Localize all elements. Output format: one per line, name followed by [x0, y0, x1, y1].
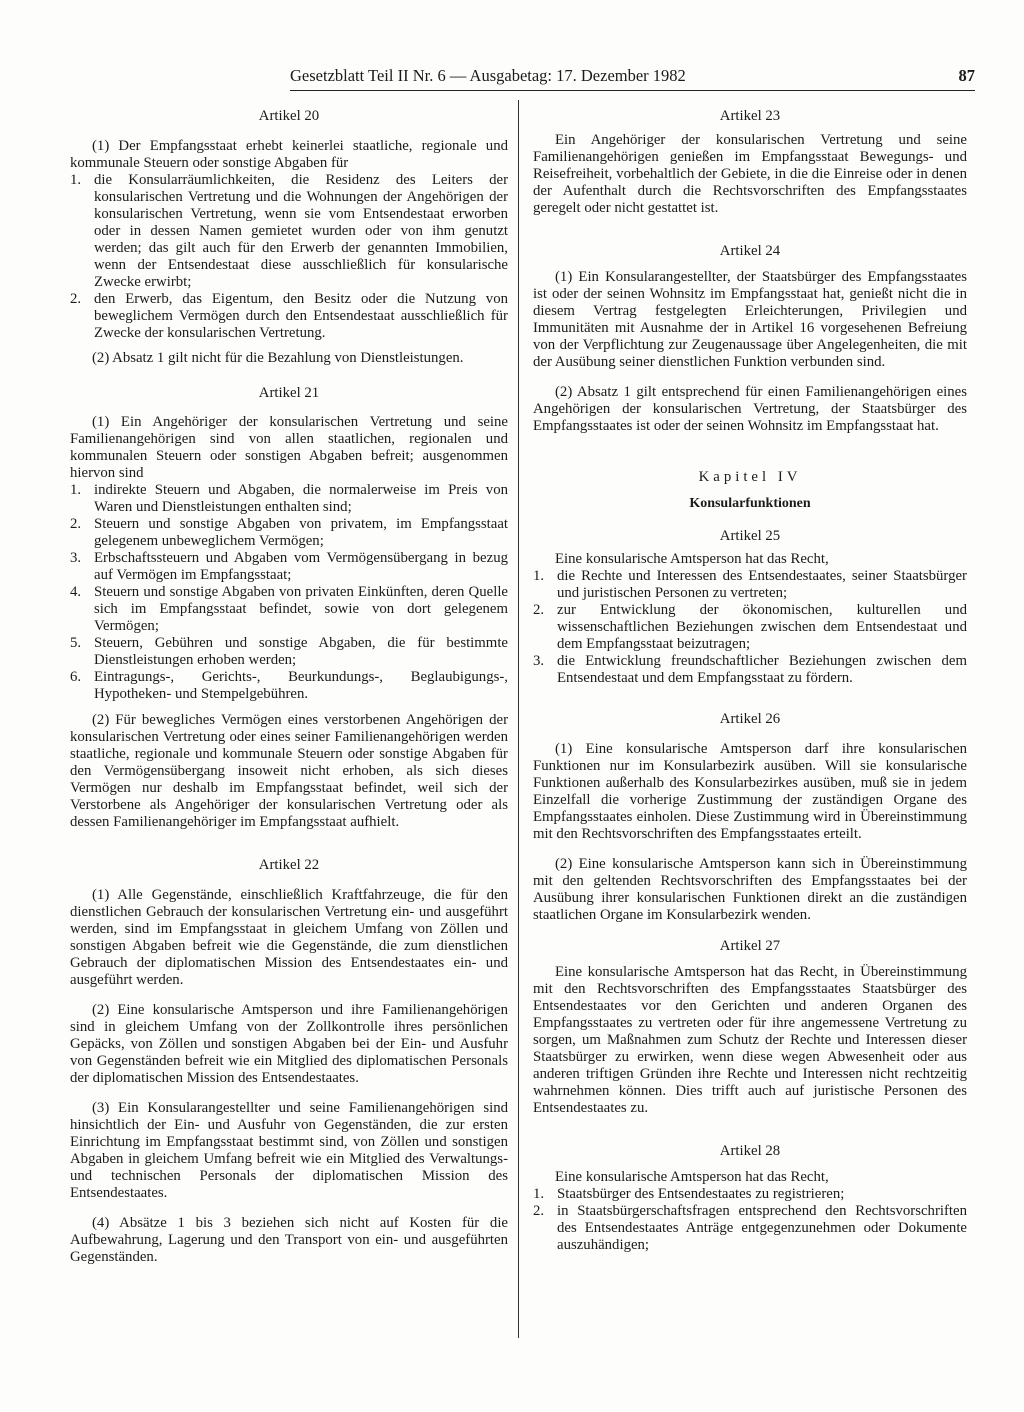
list-item	[70, 635, 508, 669]
list-number: 1.	[70, 172, 82, 188]
list-item	[70, 482, 508, 516]
list-text: die Entwicklung freundschaftlicher Beziehungen zwischen dem Entsendestaat und dem Empfangsstaat zu fördern.	[557, 653, 967, 686]
article-21-para-1: (1) Ein Angehöriger der konsularischen Vertretung und seine Familienangehörigen sind von allen staatlichen, regionalen und kommunalen Steuern oder sonstigen Abgaben befreit; ausgenommen hiervon sind	[70, 414, 508, 481]
list-number: 5.	[70, 635, 82, 651]
article-28-intro: Eine konsularische Amtsperson hat das Recht,	[555, 1169, 829, 1185]
list-text: indirekte Steuern und Abgaben, die normalerweise im Preis von Waren und Dienstleistungen enthalten sind;	[94, 482, 508, 515]
list-item	[70, 172, 508, 291]
article-24-para-1: (1) Ein Konsularangestellter, der Staatsbürger des Empfangsstaates ist oder der seinen Wohnsitz im Empfangsstaat hat, genießt nicht die in diesem Vertrag festgelegten Erleichterungen, Privilegien und Immunitäten mit Ausnahme der in Artikel 16 vorgesehenen Befreiung von der Verpflichtung zur Zeugenaussage über Angelegenheiten, die mit der Ausübung seiner dienstlichen Funktion verbunden sind.	[533, 269, 967, 370]
list-number: 2.	[533, 1203, 545, 1219]
list-text: Steuern und sonstige Abgaben von privatem, im Empfangsstaat gelegenem unbeweglichem Vermögen;	[94, 516, 508, 549]
list-text: Staatsbürger des Entsendestaates zu registrieren;	[557, 1186, 845, 1202]
article-22-para-2: (2) Eine konsularische Amtsperson und ihre Familienangehörigen sind in gleichem Umfang von der Zollkontrolle ihres persönlichen Gepäcks, von Zöllen und sonstigen Abgaben bei der Ein- und Ausfuhr von Gegenständen befreit wie ein Mitglied des diplomatischen Personals der diplomatischen Mission des Entsendestaates.	[70, 1002, 508, 1086]
article-28-title: Artikel 28	[719, 1143, 781, 1159]
list-text: in Staatsbürgerschaftsfragen entsprechend den Rechtsvorschriften des Entsendestaates Anträge entgegenzunehmen oder Dokumente auszuhändigen;	[557, 1203, 967, 1253]
header-title: Gesetzblatt Teil II Nr. 6 — Ausgabetag: 17. Dezember 1982	[290, 66, 686, 85]
article-20-list	[70, 172, 508, 342]
page-header	[290, 62, 975, 91]
list-number: 1.	[533, 1186, 545, 1202]
list-number: 2.	[533, 602, 545, 618]
chapter-label: Kapitel IV	[698, 469, 802, 485]
list-item	[533, 1203, 967, 1254]
list-item	[70, 516, 508, 550]
article-26-para-2: (2) Eine konsularische Amtsperson kann sich in Übereinstimmung mit den geltenden Rechtsvorschriften des Empfangsstaates bei der Ausübung ihrer konsularischen Funktionen direkt an die zuständigen staatlichen Organe im Konsularbezirk wenden.	[533, 856, 967, 923]
right-column	[533, 100, 967, 1254]
list-item	[533, 653, 967, 687]
list-text: die Konsularräumlichkeiten, die Residenz des Leiters der konsularischen Vertretung und die Wohnungen der Angehörigen der konsularischen Vertretung, wenn sie vom Entsendestaat erworben oder in dessen Namen gemietet wurden oder von ihm genutzt werden; das gilt auch für den Erwerb der genannten Immobilien, wenn der Entsendestaat diese ausschließlich für konsularische Zwecke erwirbt;	[94, 172, 508, 290]
article-22-para-4: (4) Absätze 1 bis 3 beziehen sich nicht auf Kosten für die Aufbewahrung, Lagerung und den Transport von ein- und ausgeführten Gegenständen.	[70, 1215, 508, 1265]
list-text: Erbschaftssteuern und Abgaben vom Vermögensübergang in bezug auf Vermögen im Empfangsstaat;	[94, 550, 508, 583]
article-20-para-1: (1) Der Empfangsstaat erhebt keinerlei staatliche, regionale und kommunale Steuern oder sonstige Abgaben für	[70, 138, 508, 171]
article-22-para-1: (1) Alle Gegenstände, einschließlich Kraftfahrzeuge, die für den dienstlichen Gebrauch der konsularischen Vertretung ein- und ausgeführt werden, sind im Empfangsstaat in gleichem Umfang von Zöllen und sonstigen Abgaben befreit wie die Gegenstände, die zum dienstlichen Gebrauch der diplomatischen Mission des Entsendestaates ein- und ausgeführt werden.	[70, 887, 508, 988]
article-24-para-2: (2) Absatz 1 gilt entsprechend für einen Familienangehörigen eines Angehörigen der konsularischen Vertretung, der Staatsbürger des Empfangsstaates ist oder der seinen Wohnsitz im Empfangsstaat hat.	[533, 384, 967, 434]
article-20-para-2: (2) Absatz 1 gilt nicht für die Bezahlung von Dienstleistungen.	[92, 350, 464, 366]
list-number: 3.	[70, 550, 82, 566]
list-item	[70, 669, 508, 703]
list-text: die Rechte und Interessen des Entsendestaates, seiner Staatsbürger und juristischen Personen zu vertreten;	[557, 568, 967, 601]
list-item	[533, 602, 967, 653]
list-item	[533, 568, 967, 602]
article-27-title: Artikel 27	[719, 938, 781, 954]
article-21-para-2: (2) Für bewegliches Vermögen eines verstorbenen Angehörigen der konsularischen Vertretung oder eines seiner Familienangehörigen werden staatliche, regionale und kommunale Steuern oder sonstige Abgaben für den Vermögensübergang insoweit nicht erhoben, als sich dieses Vermögen nur deshalb im Empfangsstaat befindet, weil sich der Verstorbene als Angehöriger der konsularischen Vertretung oder als dessen Familienangehöriger im Empfangsstaat aufhielt.	[70, 712, 508, 830]
list-number: 3.	[533, 653, 545, 669]
list-item	[70, 550, 508, 584]
list-item	[533, 1186, 967, 1203]
list-item	[70, 291, 508, 342]
list-text: Steuern und sonstige Abgaben von privaten Einkünften, deren Quelle sich im Empfangsstaat befindet, sowie von dort gelegenem Vermögen;	[94, 584, 508, 634]
list-number: 1.	[70, 482, 82, 498]
list-item	[70, 584, 508, 635]
list-text: Steuern, Gebühren und sonstige Abgaben, die für bestimmte Dienstleistungen erhoben werden;	[94, 635, 508, 668]
article-20-title: Artikel 20	[258, 108, 320, 124]
column-divider	[518, 100, 519, 1338]
article-27-para-1: Eine konsularische Amtsperson hat das Recht, in Übereinstimmung mit den Rechtsvorschriften des Empfangsstaates Staatsbürger des Entsendestaates vor den Gerichten und anderen Organen des Empfangsstaates zu vertreten oder für ihre angemessene Vertretung zu sorgen, um Maßnahmen zum Schutz der Rechte und Interessen dieser Staatsbürger zu erwirken, wenn diese wegen Abwesenheit oder aus anderen triftigen Gründen ihre Rechte und Interessen nicht rechtzeitig wahrnehmen können. Dies trifft auch auf juristische Personen des Entsendestaates zu.	[533, 964, 967, 1116]
list-text: zur Entwicklung der ökonomischen, kulturellen und wissenschaftlichen Beziehungen zwischen dem Entsendestaat und dem Empfangsstaat beizutragen;	[557, 602, 967, 652]
article-25-list	[533, 568, 967, 687]
article-21-title: Artikel 21	[258, 385, 320, 401]
article-26-para-1: (1) Eine konsularische Amtsperson darf ihre konsularischen Funktionen nur im Konsularbezirk ausüben. Will sie konsularische Funktionen außerhalb des Konsularbezirkes ausüben, muß sie in jedem Einzelfall die vorherige Zustimmung der zuständigen Organe des Empfangsstaates einholen. Diese Zustimmung wird in Übereinstimmung mit den Rechtsvorschriften des Empfangsstaates erteilt.	[533, 741, 967, 842]
article-23-title: Artikel 23	[719, 108, 781, 124]
list-number: 6.	[70, 669, 82, 685]
article-22-para-3: (3) Ein Konsularangestellter und seine Familienangehörigen sind hinsichtlich der Ein- und Ausfuhr von Gegenständen, die zur ersten Einrichtung im Empfangsstaat bestimmt sind, von Zöllen und sonstigen Abgaben in gleichem Umfang befreit wie ein Mitglied des Verwaltungs- und technischen Personals der diplomatischen Mission des Entsendestaates.	[70, 1100, 508, 1201]
list-number: 2.	[70, 516, 82, 532]
article-26-title: Artikel 26	[719, 711, 781, 727]
list-number: 2.	[70, 291, 82, 307]
article-25-title: Artikel 25	[719, 528, 781, 544]
chapter-title: Konsularfunktionen	[689, 496, 811, 511]
article-21-list	[70, 482, 508, 703]
left-column	[70, 100, 508, 1266]
article-22-title: Artikel 22	[258, 857, 320, 873]
article-24-title: Artikel 24	[719, 243, 781, 259]
list-text: Eintragungs-, Gerichts-, Beurkundungs-, Beglaubigungs-, Hypotheken- und Stempelgebühren.	[94, 669, 508, 702]
list-number: 4.	[70, 584, 82, 600]
article-28-list	[533, 1186, 967, 1254]
list-text: den Erwerb, das Eigentum, den Besitz oder die Nutzung von beweglichem Vermögen durch den Entsendestaat ausschließlich für Zwecke der konsularischen Vertretung.	[94, 291, 508, 341]
article-23-para-1: Ein Angehöriger der konsularischen Vertretung und seine Familienangehörigen genießen im Empfangsstaat Bewegungs- und Reisefreiheit, vorbehaltlich der Gebiete, in die die Einreise oder in denen der Aufenthalt durch die Rechtsvorschriften des Empfangsstaates geregelt oder nicht gestattet ist.	[533, 132, 967, 216]
page-number: 87	[958, 66, 975, 85]
article-25-intro: Eine konsularische Amtsperson hat das Recht,	[555, 551, 829, 567]
list-number: 1.	[533, 568, 545, 584]
